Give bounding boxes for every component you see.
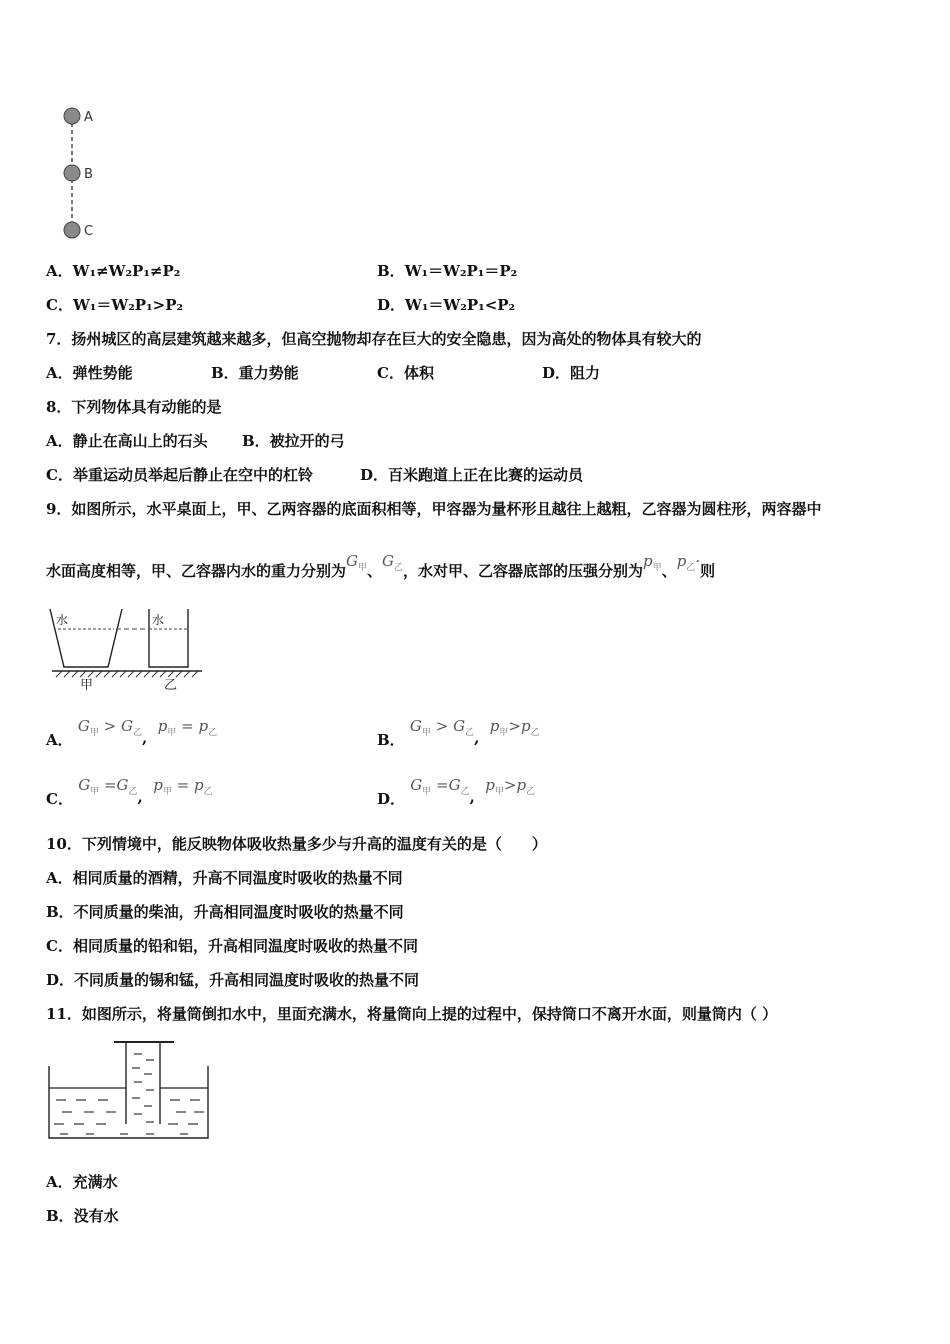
q7-option-b[interactable]: B．重力势能 xyxy=(211,364,299,382)
q9-option-a[interactable]: A． $G_甲 > G_乙$, $p_甲 = p_乙$ xyxy=(46,717,218,749)
option-letter: D． xyxy=(377,296,406,314)
q8-option-a[interactable]: A．静止在高山上的石头 xyxy=(46,432,208,450)
q9-stem-line1: 9．如图所示，水平桌面上，甲、乙两容器的底面积相等，甲容器为量杯形且越往上越粗，乙容器为圆柱形，两容器中 xyxy=(46,500,822,518)
q9-option-c[interactable]: C． $G_甲 =G_乙$, $p_甲 = p_乙$ xyxy=(46,776,213,808)
q8-option-c[interactable]: C．举重运动员举起后静止在空中的杠铃 xyxy=(46,466,313,484)
label-b: B xyxy=(84,167,93,182)
p-jia-symbol: $p_甲$ xyxy=(643,552,662,573)
q10-option-d[interactable]: D．不同质量的锡和锰，升高相同温度时吸收的热量不同 xyxy=(46,971,420,989)
option-math: $p_甲>p_乙$ xyxy=(485,776,536,797)
q9-option-d[interactable]: D． $G_甲 =G_乙$, $p_甲>p_乙$ xyxy=(377,776,536,808)
q6-option-a[interactable] xyxy=(46,261,180,281)
option-math: $p_甲>p_乙$ xyxy=(489,717,540,738)
q11-stem: 11．如图所示，将量筒倒扣水中，里面充满水，将量筒向上提的过程中，保持筒口不离开水面，则量筒内（ ） xyxy=(46,1005,778,1023)
q11-option-a[interactable]: A．充满水 xyxy=(46,1173,118,1191)
option-math: $G_甲 > G_乙$ xyxy=(409,717,475,738)
q6-option-c[interactable] xyxy=(46,295,183,315)
q10-stem: 10．下列情境中，能反映物体吸收热量多少与升高的温度有关的是（ ） xyxy=(46,835,547,853)
q7-option-a[interactable]: A．弹性势能 xyxy=(46,364,133,382)
option-letter: C． xyxy=(46,790,73,808)
q9-figure xyxy=(46,605,206,693)
option-math: $G_甲 =G_乙$ xyxy=(410,776,470,797)
q7-stem: 7．扬州城区的高层建筑越来越多，但高空抛物却存在巨大的安全隐患，因为高处的物体具有较大的 xyxy=(46,330,702,348)
option-letter: B． xyxy=(377,731,405,749)
ball-c xyxy=(64,222,80,238)
option-letter: A． xyxy=(46,262,73,280)
option-text: W₁＝W₂P₁<P₂ xyxy=(405,296,516,314)
q9-stem-part-b: ，水对甲、乙容器底部的压强分别为 xyxy=(403,562,644,580)
option-letter: B． xyxy=(377,262,405,280)
q8-option-d[interactable]: D．百米跑道上正在比赛的运动员 xyxy=(360,466,584,484)
water-label-yi: 水 xyxy=(152,613,165,627)
q6-option-b[interactable] xyxy=(377,261,517,281)
container-label-jia: 甲 xyxy=(80,678,94,693)
q10-option-a[interactable]: A．相同质量的酒精，升高不同温度时吸收的热量不同 xyxy=(46,869,403,887)
q8-stem: 8．下列物体具有动能的是 xyxy=(46,398,222,416)
option-math: $G_甲 > G_乙$ xyxy=(77,717,143,738)
option-letter: A． xyxy=(46,731,73,749)
option-letter: D． xyxy=(377,790,406,808)
q9-option-b[interactable]: B． $G_甲 > G_乙$, $p_甲>p_乙$ xyxy=(377,717,540,749)
option-text: W₁＝W₂P₁>P₂ xyxy=(72,296,184,314)
q11-figure xyxy=(46,1038,216,1146)
q9-stem-line2 xyxy=(46,552,716,588)
q10-option-b[interactable]: B．不同质量的柴油，升高相同温度时吸收的热量不同 xyxy=(46,903,404,921)
q9-stem-part-a: 水面高度相等，甲、乙容器内水的重力分别为 xyxy=(46,562,347,580)
q9-stem-part-c: 则 xyxy=(700,562,716,580)
option-text: W₁＝W₂P₁＝P₂ xyxy=(404,262,518,280)
option-text: W₁≠W₂P₁≠P₂ xyxy=(72,262,181,280)
container-label-yi: 乙 xyxy=(164,678,178,693)
option-math: $p_甲 = p_乙$ xyxy=(157,717,218,738)
q11-option-b[interactable]: B．没有水 xyxy=(46,1207,119,1225)
option-letter: C． xyxy=(46,296,73,314)
label-a: A xyxy=(84,110,93,125)
ball-a xyxy=(64,108,80,124)
option-math: $G_甲 =G_乙$ xyxy=(78,776,138,797)
q10-option-c[interactable]: C．相同质量的铅和铝，升高相同温度时吸收的热量不同 xyxy=(46,937,418,955)
separator: 、 xyxy=(661,562,677,580)
q8-option-b[interactable]: B．被拉开的弓 xyxy=(242,432,345,450)
separator: 、 xyxy=(367,562,383,580)
q6-figure xyxy=(58,106,128,239)
q7-option-c[interactable]: C．体积 xyxy=(377,364,434,382)
water-label-jia: 水 xyxy=(56,613,69,627)
g-yi-symbol: $G_乙$ xyxy=(382,552,404,573)
q7-option-d[interactable]: D．阻力 xyxy=(542,364,601,382)
label-c: C xyxy=(84,224,94,239)
q6-option-d[interactable] xyxy=(377,295,515,315)
ball-b xyxy=(64,165,80,181)
g-jia-symbol: $G_甲$ xyxy=(346,552,368,573)
option-math: $p_甲 = p_乙$ xyxy=(153,776,213,797)
p-yi-symbol: $p_乙\cdot$ xyxy=(676,552,701,573)
